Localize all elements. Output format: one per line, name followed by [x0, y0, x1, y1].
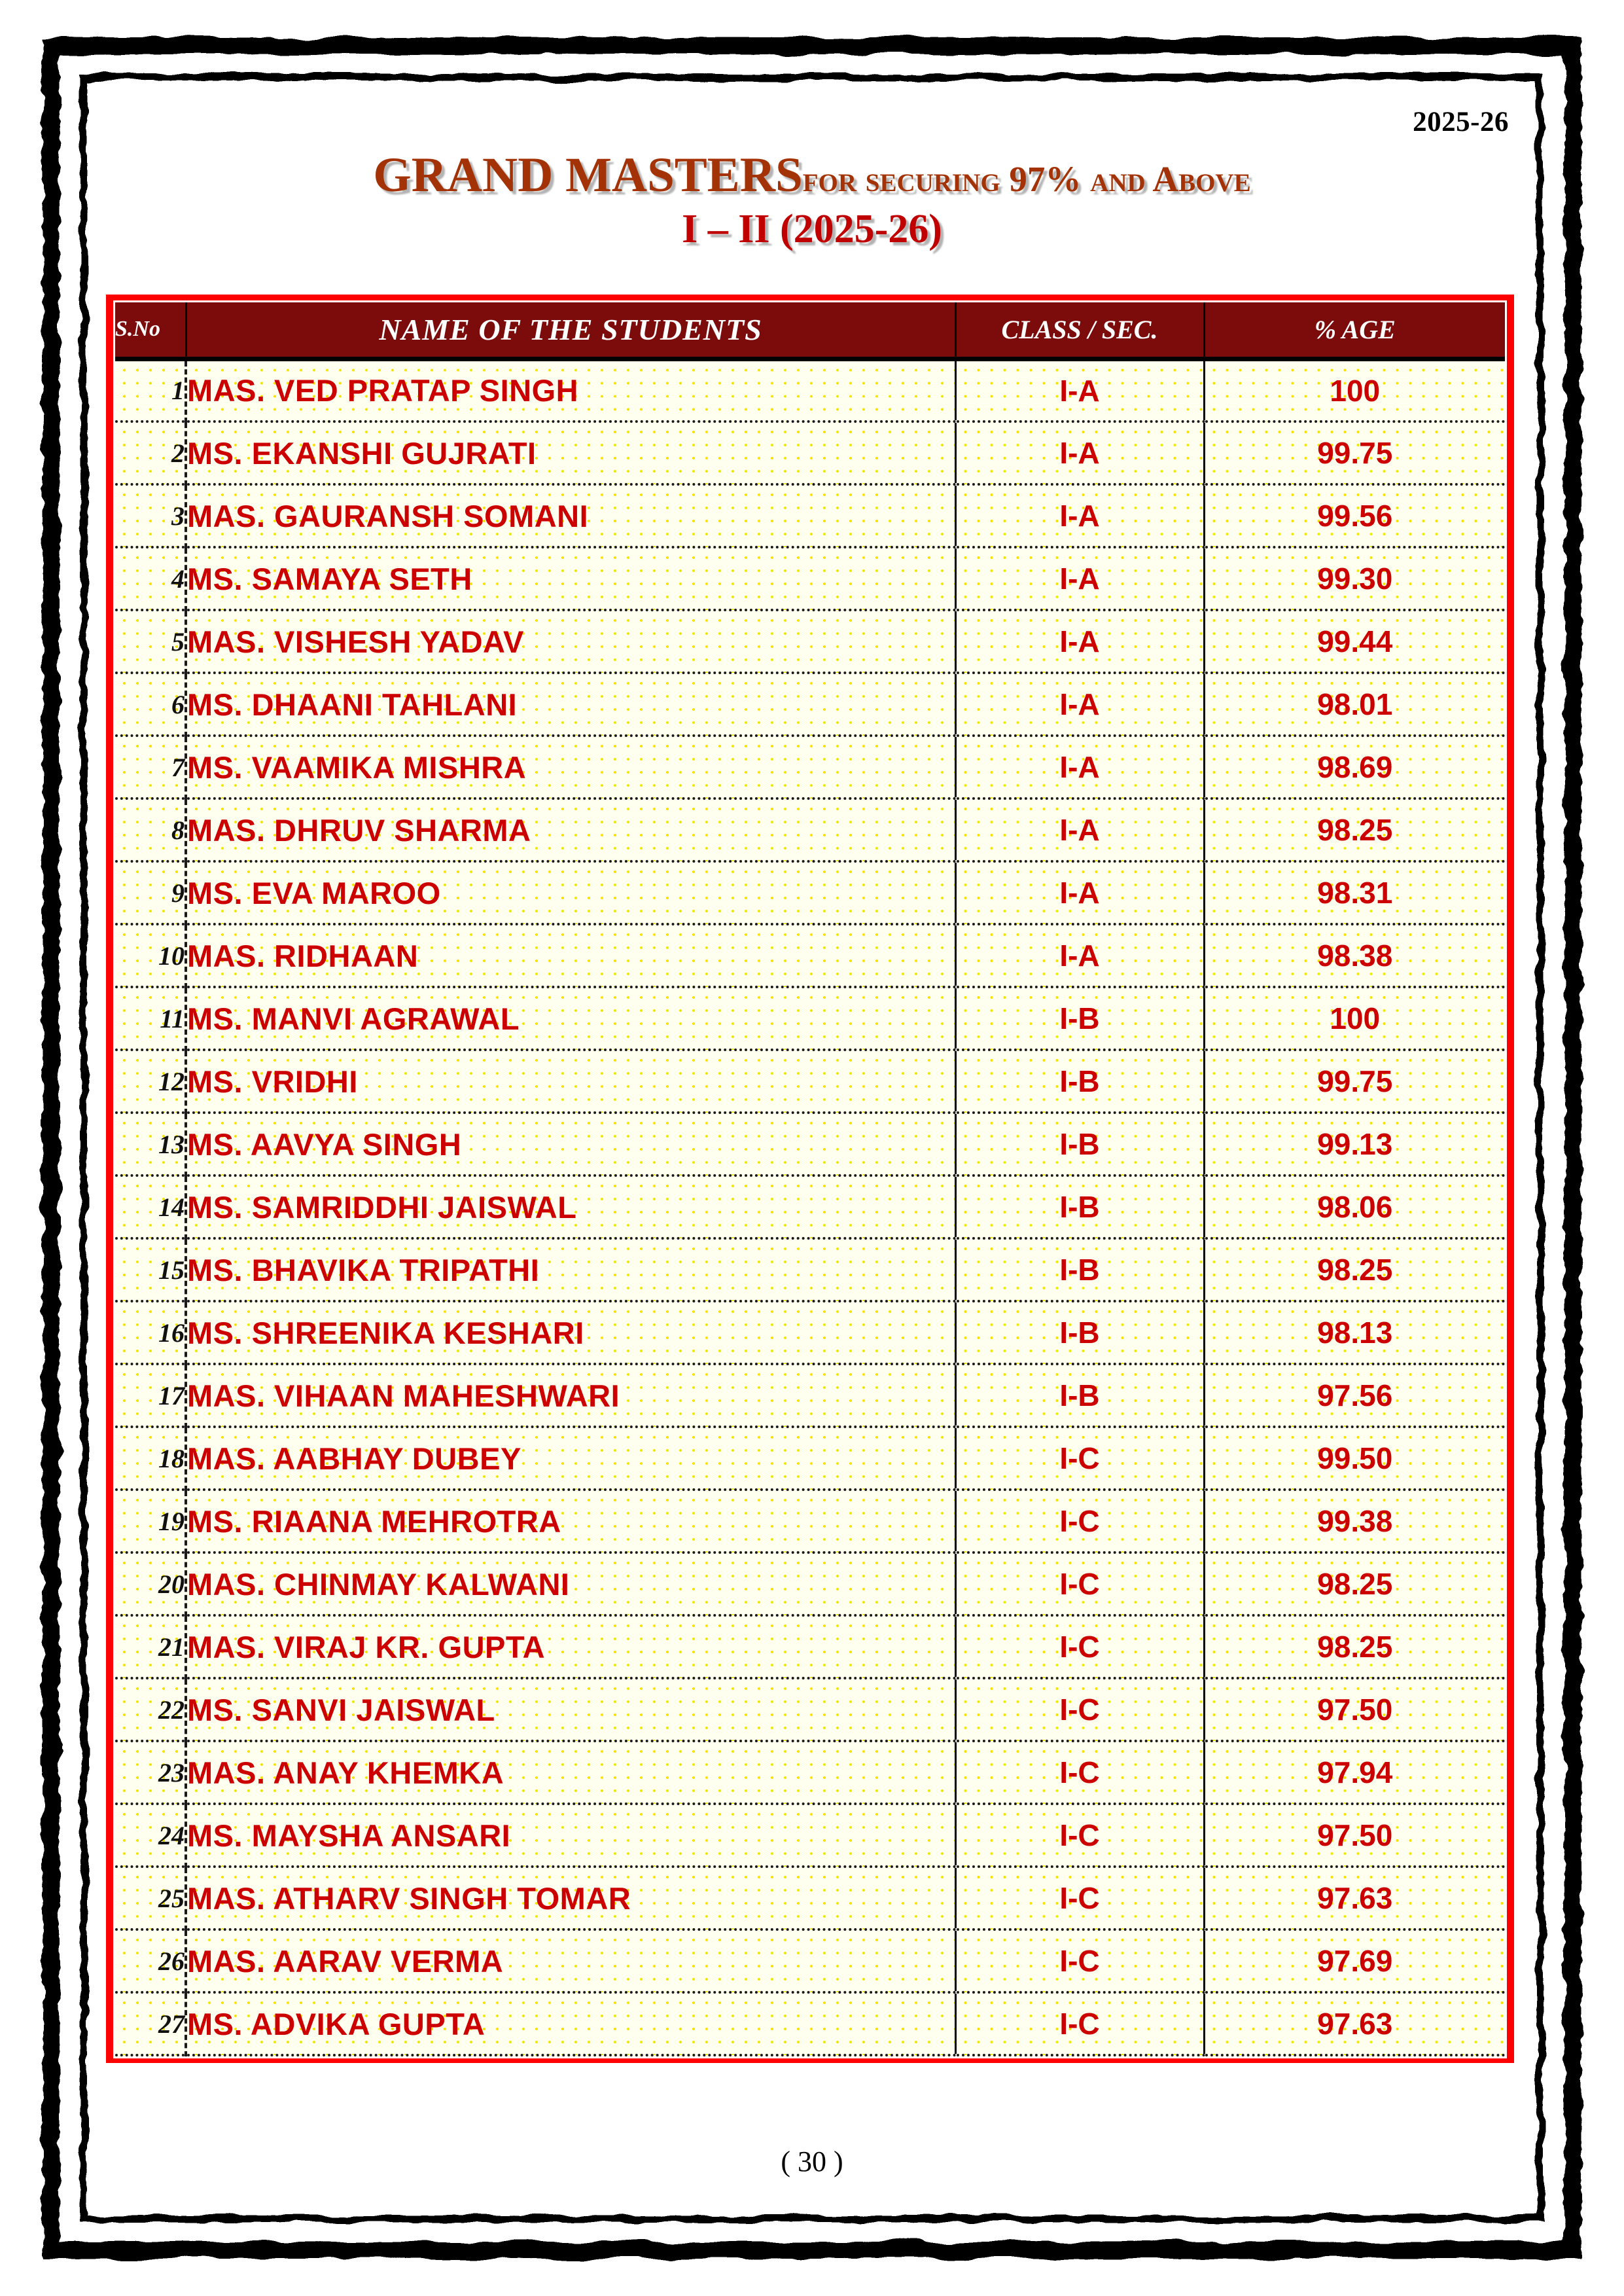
cell-percent: 99.50	[1204, 1427, 1505, 1490]
table-row	[115, 1992, 1505, 2055]
cell-class: I-B	[955, 987, 1204, 1050]
cell-percent: 97.94	[1204, 1741, 1505, 1804]
cell-percent: 98.38	[1204, 924, 1505, 987]
table-header-row	[115, 302, 1505, 359]
cell-class: I-C	[955, 1804, 1204, 1867]
cell-percent: 98.25	[1204, 1615, 1505, 1678]
cell-percent: 100	[1204, 987, 1505, 1050]
table-row	[115, 1552, 1505, 1615]
cell-sno: 5	[115, 610, 186, 673]
page-title: GRAND MASTERS	[373, 148, 803, 202]
cell-class: I-A	[955, 484, 1204, 547]
table-row	[115, 1301, 1505, 1364]
table-header	[115, 302, 1505, 359]
cell-percent: 99.75	[1204, 422, 1505, 484]
cell-name: MAS. CHINMAY KALWANI	[186, 1552, 955, 1615]
cell-sno: 11	[115, 987, 186, 1050]
cell-percent: 97.56	[1204, 1364, 1505, 1427]
cell-sno: 13	[115, 1113, 186, 1175]
cell-name: MS. ADVIKA GUPTA	[186, 1992, 955, 2055]
cell-class: I-B	[955, 1364, 1204, 1427]
cell-name: MAS. ATHARV SINGH TOMAR	[186, 1867, 955, 1929]
merit-table-frame	[106, 295, 1514, 2063]
cell-name: MS. MANVI AGRAWAL	[186, 987, 955, 1050]
page-title-suffix: for securing 97% and Above	[802, 159, 1251, 199]
cell-percent: 98.01	[1204, 673, 1505, 736]
cell-sno: 9	[115, 861, 186, 924]
page-number: ( 30 )	[781, 2145, 843, 2178]
cell-sno: 19	[115, 1490, 186, 1552]
cell-class: I-C	[955, 1427, 1204, 1490]
table-row	[115, 1804, 1505, 1867]
cell-sno: 1	[115, 359, 186, 422]
cell-name: MS. VRIDHI	[186, 1050, 955, 1113]
grand-masters-table	[115, 302, 1505, 2056]
cell-percent: 98.06	[1204, 1175, 1505, 1238]
cell-percent: 100	[1204, 359, 1505, 422]
cell-percent: 98.69	[1204, 736, 1505, 798]
cell-percent: 98.25	[1204, 1552, 1505, 1615]
column-header-percent: % AGE	[1204, 302, 1505, 359]
table-row	[115, 484, 1505, 547]
cell-sno: 17	[115, 1364, 186, 1427]
cell-name: MS. SANVI JAISWAL	[186, 1678, 955, 1741]
cell-percent: 98.25	[1204, 798, 1505, 861]
cell-class: I-A	[955, 673, 1204, 736]
table-row	[115, 1364, 1505, 1427]
cell-name: MAS. GAURANSH SOMANI	[186, 484, 955, 547]
cell-class: I-A	[955, 610, 1204, 673]
cell-name: MS. EKANSHI GUJRATI	[186, 422, 955, 484]
cell-percent: 98.13	[1204, 1301, 1505, 1364]
cell-percent: 99.30	[1204, 547, 1505, 610]
table-row	[115, 987, 1505, 1050]
cell-name: MS. RIAANA MEHROTRA	[186, 1490, 955, 1552]
table-body	[115, 359, 1505, 2055]
table-row	[115, 1490, 1505, 1552]
cell-class: I-B	[955, 1238, 1204, 1301]
cell-sno: 12	[115, 1050, 186, 1113]
cell-name: MS. VAAMIKA MISHRA	[186, 736, 955, 798]
cell-name: MAS. VIHAAN MAHESHWARI	[186, 1364, 955, 1427]
table-row	[115, 547, 1505, 610]
cell-percent: 98.31	[1204, 861, 1505, 924]
table-row	[115, 1050, 1505, 1113]
cell-sno: 20	[115, 1552, 186, 1615]
column-header-sno: S.No	[115, 302, 186, 359]
cell-sno: 23	[115, 1741, 186, 1804]
table-row	[115, 1678, 1505, 1741]
cell-sno: 6	[115, 673, 186, 736]
cell-name: MAS. AARAV VERMA	[186, 1929, 955, 1992]
table-row	[115, 1175, 1505, 1238]
heading-line-primary	[105, 148, 1519, 202]
cell-sno: 15	[115, 1238, 186, 1301]
cell-sno: 14	[115, 1175, 186, 1238]
cell-name: MAS. RIDHAAN	[186, 924, 955, 987]
cell-name: MS. SHREENIKA KESHARI	[186, 1301, 955, 1364]
cell-sno: 22	[115, 1678, 186, 1741]
cell-name: MAS. ANAY KHEMKA	[186, 1741, 955, 1804]
cell-percent: 97.63	[1204, 1992, 1505, 2055]
page-subtitle: I – II (2025-26)	[682, 207, 942, 251]
cell-class: I-A	[955, 547, 1204, 610]
cell-name: MS. EVA MAROO	[186, 861, 955, 924]
cell-percent: 98.25	[1204, 1238, 1505, 1301]
table-row	[115, 1929, 1505, 1992]
table-row	[115, 1615, 1505, 1678]
cell-sno: 16	[115, 1301, 186, 1364]
cell-name: MAS. DHRUV SHARMA	[186, 798, 955, 861]
cell-class: I-C	[955, 1992, 1204, 2055]
cell-sno: 24	[115, 1804, 186, 1867]
cell-sno: 18	[115, 1427, 186, 1490]
cell-class: I-C	[955, 1615, 1204, 1678]
column-header-class: CLASS / SEC.	[955, 302, 1204, 359]
table-row	[115, 1427, 1505, 1490]
cell-percent: 97.63	[1204, 1867, 1505, 1929]
table-row	[115, 798, 1505, 861]
table-row	[115, 1867, 1505, 1929]
cell-percent: 99.38	[1204, 1490, 1505, 1552]
cell-name: MAS. VIRAJ KR. GUPTA	[186, 1615, 955, 1678]
page-heading	[105, 148, 1519, 251]
cell-name: MS. DHAANI TAHLANI	[186, 673, 955, 736]
cell-class: I-C	[955, 1867, 1204, 1929]
cell-sno: 7	[115, 736, 186, 798]
cell-class: I-C	[955, 1678, 1204, 1741]
cell-class: I-B	[955, 1175, 1204, 1238]
cell-name: MS. AAVYA SINGH	[186, 1113, 955, 1175]
cell-name: MAS. VED PRATAP SINGH	[186, 359, 955, 422]
cell-percent: 99.13	[1204, 1113, 1505, 1175]
cell-percent: 97.69	[1204, 1929, 1505, 1992]
cell-sno: 27	[115, 1992, 186, 2055]
cell-name: MS. BHAVIKA TRIPATHI	[186, 1238, 955, 1301]
cell-class: I-A	[955, 798, 1204, 861]
cell-class: I-C	[955, 1741, 1204, 1804]
table-row	[115, 359, 1505, 422]
cell-class: I-A	[955, 924, 1204, 987]
cell-class: I-C	[955, 1929, 1204, 1992]
cell-percent: 99.75	[1204, 1050, 1505, 1113]
table-row	[115, 924, 1505, 987]
cell-name: MAS. AABHAY DUBEY	[186, 1427, 955, 1490]
cell-name: MS. MAYSHA ANSARI	[186, 1804, 955, 1867]
cell-class: I-A	[955, 736, 1204, 798]
table-row	[115, 610, 1505, 673]
cell-sno: 2	[115, 422, 186, 484]
column-header-name: NAME OF THE STUDENTS	[186, 302, 955, 359]
cell-name: MS. SAMRIDDHI JAISWAL	[186, 1175, 955, 1238]
cell-sno: 21	[115, 1615, 186, 1678]
cell-name: MAS. VISHESH YADAV	[186, 610, 955, 673]
table-row	[115, 736, 1505, 798]
cell-class: I-A	[955, 422, 1204, 484]
table-row	[115, 1113, 1505, 1175]
cell-sno: 3	[115, 484, 186, 547]
cell-sno: 25	[115, 1867, 186, 1929]
table-row	[115, 422, 1505, 484]
document-body	[105, 79, 1519, 2219]
merit-table-frame-inner	[113, 300, 1507, 2058]
cell-class: I-A	[955, 861, 1204, 924]
cell-class: I-B	[955, 1301, 1204, 1364]
cell-percent: 99.56	[1204, 484, 1505, 547]
cell-percent: 99.44	[1204, 610, 1505, 673]
cell-class: I-B	[955, 1113, 1204, 1175]
table-row	[115, 1741, 1505, 1804]
cell-sno: 8	[115, 798, 186, 861]
table-row	[115, 1238, 1505, 1301]
table-row	[115, 673, 1505, 736]
cell-sno: 26	[115, 1929, 186, 1992]
session-year: 2025-26	[1413, 107, 1509, 137]
cell-sno: 4	[115, 547, 186, 610]
cell-name: MS. SAMAYA SETH	[186, 547, 955, 610]
cell-sno: 10	[115, 924, 186, 987]
cell-percent: 97.50	[1204, 1804, 1505, 1867]
cell-class: I-C	[955, 1490, 1204, 1552]
cell-class: I-C	[955, 1552, 1204, 1615]
cell-class: I-B	[955, 1050, 1204, 1113]
cell-class: I-A	[955, 359, 1204, 422]
cell-percent: 97.50	[1204, 1678, 1505, 1741]
table-row	[115, 861, 1505, 924]
